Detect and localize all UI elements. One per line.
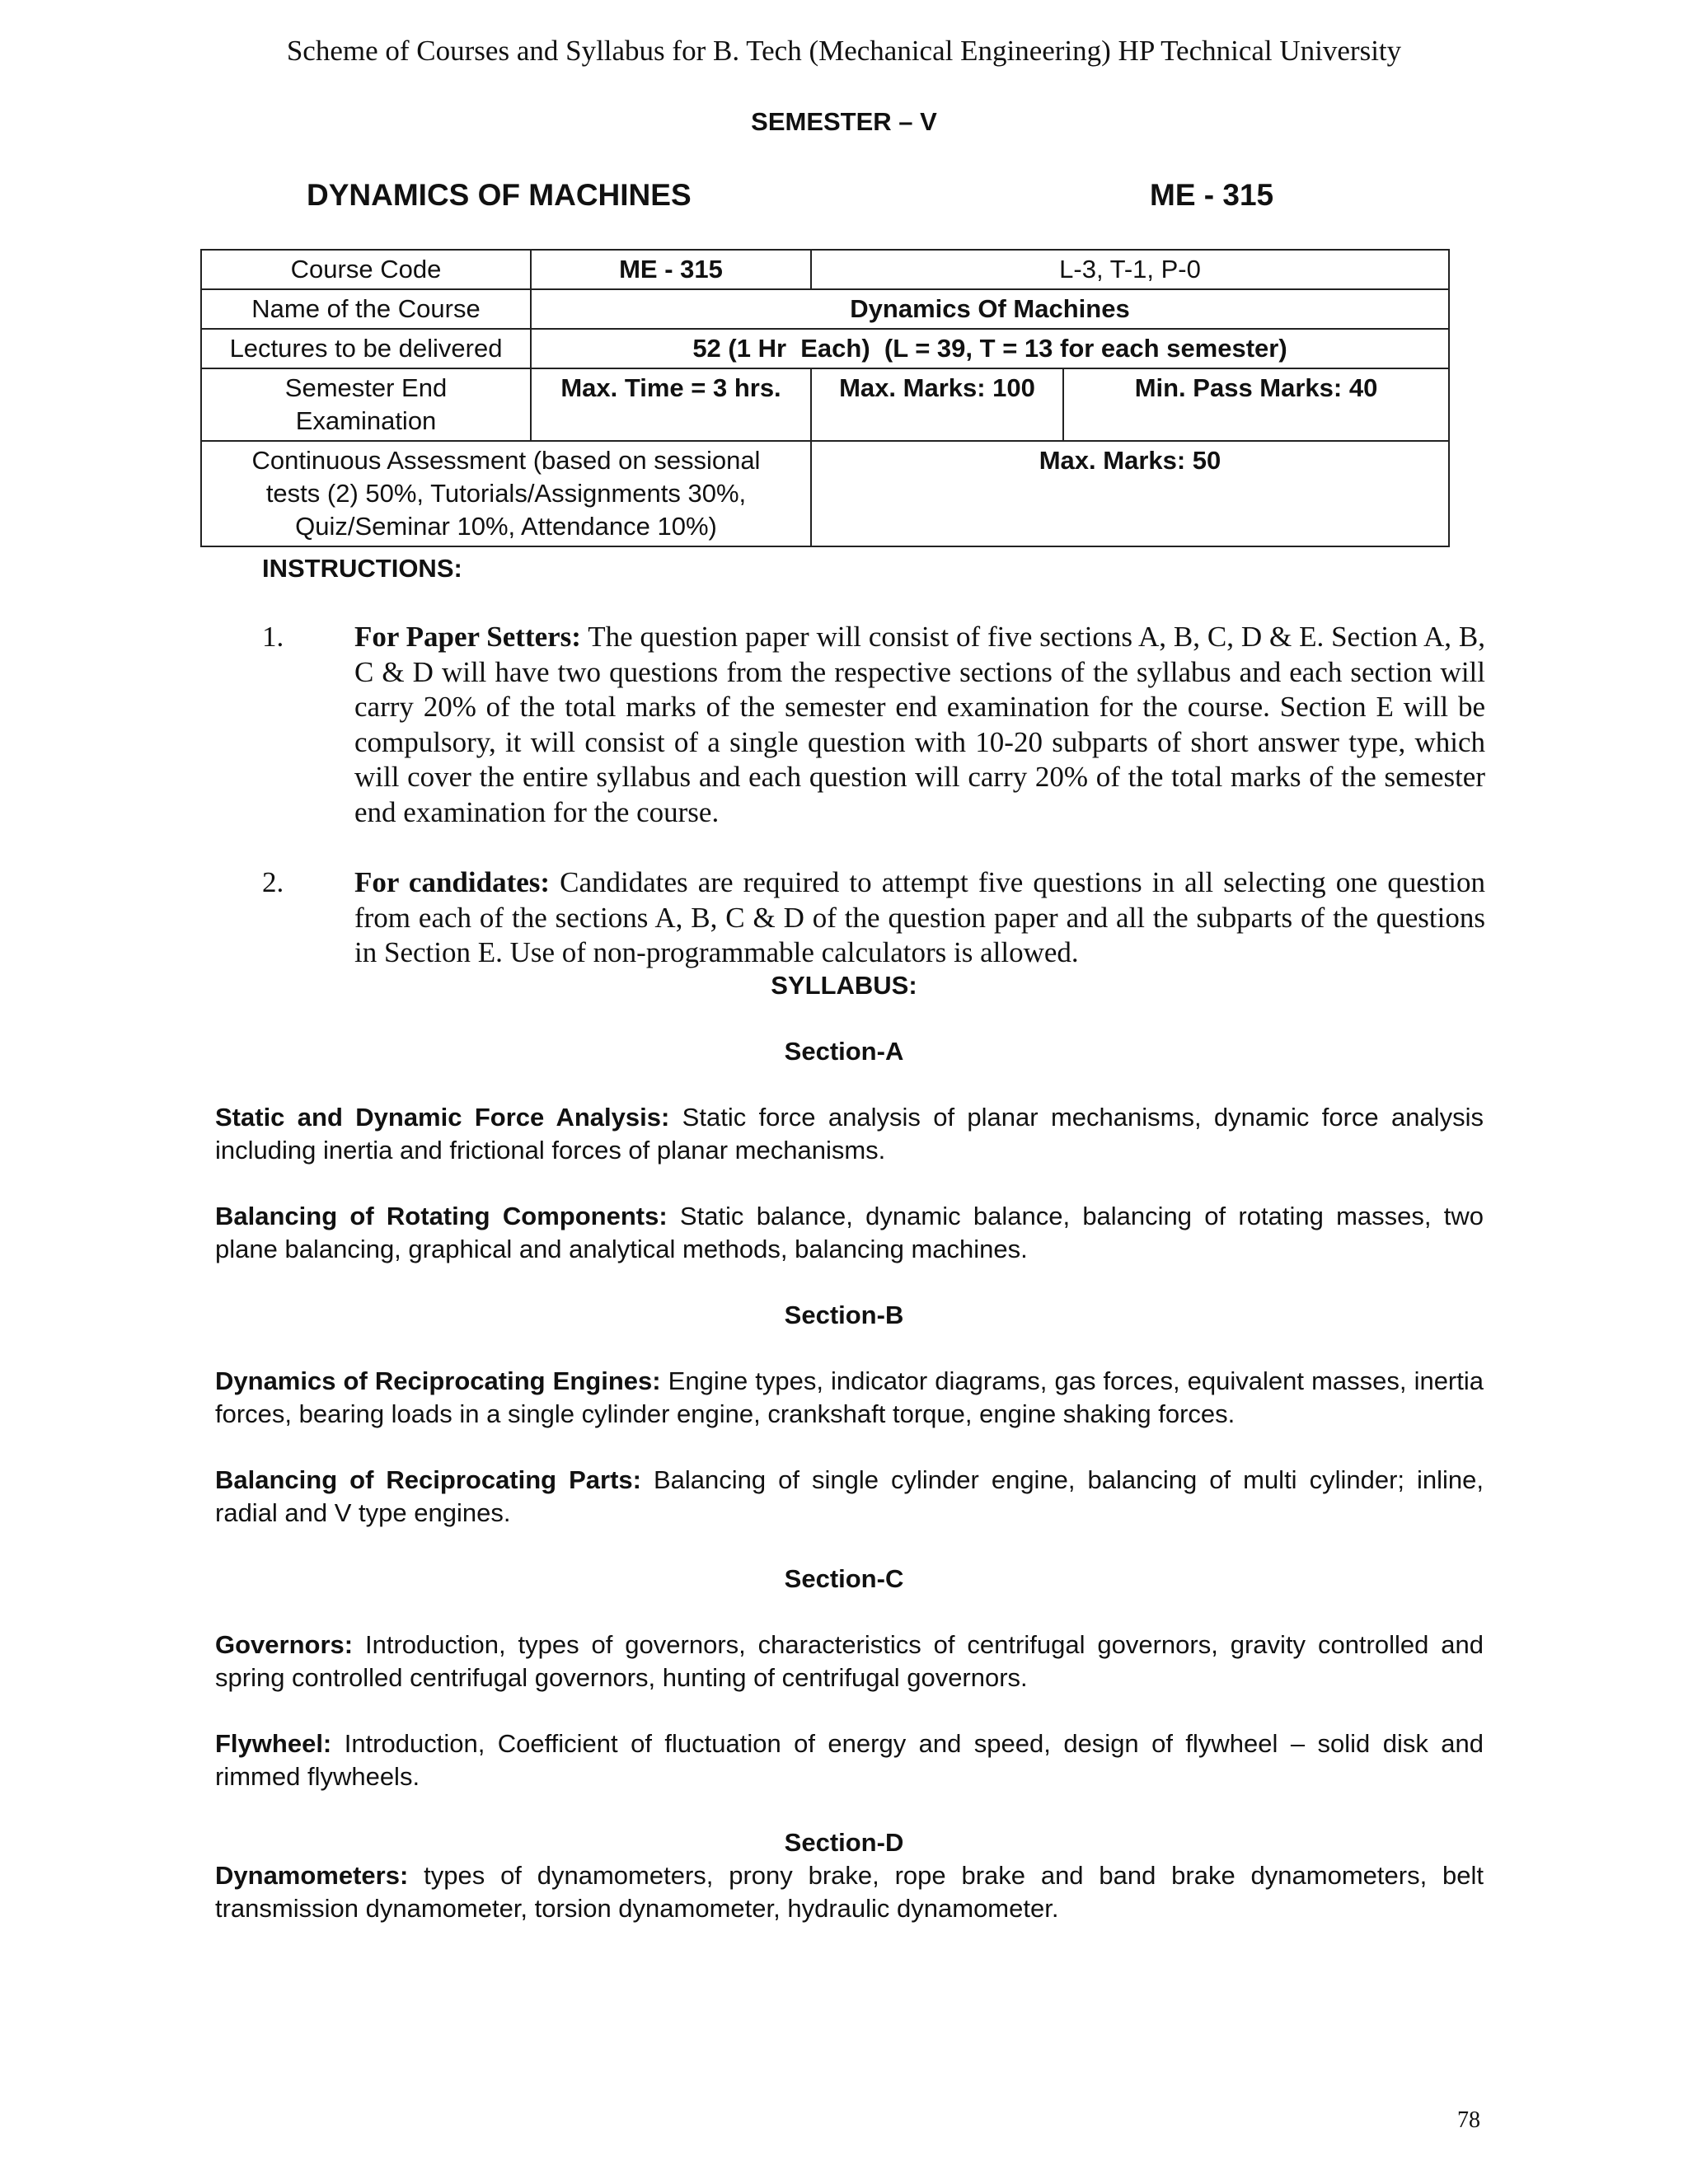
topic-lead: Balancing of Rotating Components: bbox=[215, 1202, 668, 1230]
running-header: Scheme of Courses and Syllabus for B. Tech (Mechanical Engineering) HP Technical University bbox=[286, 35, 1402, 67]
syllabus-heading: SYLLABUS: bbox=[771, 971, 917, 1000]
continuous-assessment-label: Continuous Assessment (based on sessional tests (2) 50%, Tutorials/Assignments 30%, Quiz/Seminar 10%, Attendance 10%) bbox=[201, 441, 811, 546]
instruction-body bbox=[354, 865, 1485, 971]
course-code-value: ME - 315 bbox=[531, 250, 811, 289]
syllabus-topic bbox=[215, 1464, 1484, 1530]
section-heading-d: Section-D bbox=[784, 1828, 904, 1857]
topic-text: Balancing of single cylinder engine, balancing of multi cylinder; inline, radial and V type engines. bbox=[215, 1465, 1484, 1527]
syllabus-topic bbox=[215, 1727, 1484, 1793]
topic-text: Introduction, Coefficient of fluctuation of energy and speed, design of flywheel – solid disk and rimmed flywheels. bbox=[215, 1729, 1484, 1791]
section-heading-a: Section-A bbox=[784, 1037, 904, 1066]
syllabus-topic bbox=[215, 1101, 1484, 1167]
table-row bbox=[201, 250, 1449, 289]
syllabus-topic bbox=[215, 1200, 1484, 1266]
instruction-item bbox=[262, 865, 1485, 971]
ltp-value: L-3, T-1, P-0 bbox=[811, 250, 1449, 289]
topic-text: types of dynamometers, prony brake, rope brake and band brake dynamometers, belt transmission dynamometer, torsion dynamometer, hydraulic dynamometer. bbox=[215, 1861, 1484, 1923]
lectures-label: Lectures to be delivered bbox=[201, 329, 531, 368]
section-heading-c: Section-C bbox=[784, 1564, 904, 1593]
topic-text: Engine types, indicator diagrams, gas forces, equivalent masses, inertia forces, bearing loads in a single cylinder engine, crankshaft torque, engine shaking forces. bbox=[215, 1366, 1484, 1428]
topic-text: Static force analysis of planar mechanisms, dynamic force analysis including inertia and frictional forces of planar mechanisms. bbox=[215, 1103, 1484, 1165]
course-code-label: Course Code bbox=[201, 250, 531, 289]
topic-lead: Flywheel: bbox=[215, 1729, 332, 1758]
exam-label: Semester End Examination bbox=[201, 368, 531, 441]
topic-lead: Dynamics of Reciprocating Engines: bbox=[215, 1366, 661, 1395]
page-number: 78 bbox=[1457, 2107, 1480, 2133]
topic-lead: Static and Dynamic Force Analysis: bbox=[215, 1103, 670, 1132]
instruction-lead: For candidates: bbox=[354, 866, 551, 898]
course-name-label: Name of the Course bbox=[201, 289, 531, 329]
instruction-item bbox=[262, 620, 1485, 830]
course-info-table bbox=[200, 249, 1450, 547]
course-name-value: Dynamics Of Machines bbox=[531, 289, 1449, 329]
min-pass-marks: Min. Pass Marks: 40 bbox=[1063, 368, 1449, 441]
syllabus-topic bbox=[215, 1859, 1484, 1925]
topic-text: Introduction, types of governors, characteristics of centrifugal governors, gravity controlled and spring controlled centrifugal governors, hunting of centrifugal governors. bbox=[215, 1630, 1484, 1692]
max-time: Max. Time = 3 hrs. bbox=[531, 368, 811, 441]
instruction-number: 2. bbox=[262, 866, 284, 898]
topic-lead: Governors: bbox=[215, 1630, 354, 1659]
topic-text: Static balance, dynamic balance, balancing of rotating masses, two plane balancing, graphical and analytical methods, balancing machines. bbox=[215, 1202, 1484, 1263]
table-row bbox=[201, 368, 1449, 441]
syllabus-topic bbox=[215, 1365, 1484, 1431]
instruction-body bbox=[354, 620, 1485, 830]
section-heading-b: Section-B bbox=[784, 1301, 904, 1329]
syllabus-topic bbox=[215, 1629, 1484, 1694]
table-row bbox=[201, 441, 1449, 546]
lectures-value: 52 (1 Hr Each) (L = 39, T = 13 for each semester) bbox=[531, 329, 1449, 368]
instruction-text: The question paper will consist of five sections A, B, C, D & E. Section A, B, C & D will have two questions from the respective sections of the syllabus and each section will carry 20% of the total marks of the semester end examination for the course. Section E will be compulsory, it will consist of a single question with 10-20 subparts of short answer type, which will cover the entire syllabus and each question will carry 20% of the total marks of the semester end examination for the course. bbox=[354, 621, 1485, 828]
course-code-heading: ME - 315 bbox=[1150, 178, 1274, 212]
course-title: DYNAMICS OF MACHINES bbox=[307, 178, 692, 212]
topic-lead: Dynamometers: bbox=[215, 1861, 409, 1890]
instruction-lead: For Paper Setters: bbox=[354, 621, 581, 653]
table-row bbox=[201, 289, 1449, 329]
instruction-number: 1. bbox=[262, 621, 284, 653]
topic-lead: Balancing of Reciprocating Parts: bbox=[215, 1465, 641, 1494]
continuous-assessment-marks: Max. Marks: 50 bbox=[811, 441, 1449, 546]
semester-heading: SEMESTER – V bbox=[751, 107, 937, 136]
table-row bbox=[201, 329, 1449, 368]
instructions-heading: INSTRUCTIONS: bbox=[262, 554, 462, 583]
instruction-text: Candidates are required to attempt five questions in all selecting one question from each of the sections A, B, C & D of the question paper and all the subparts of the questions in Section E. Use of non-programmable calculators is allowed. bbox=[354, 866, 1485, 968]
max-marks: Max. Marks: 100 bbox=[811, 368, 1063, 441]
